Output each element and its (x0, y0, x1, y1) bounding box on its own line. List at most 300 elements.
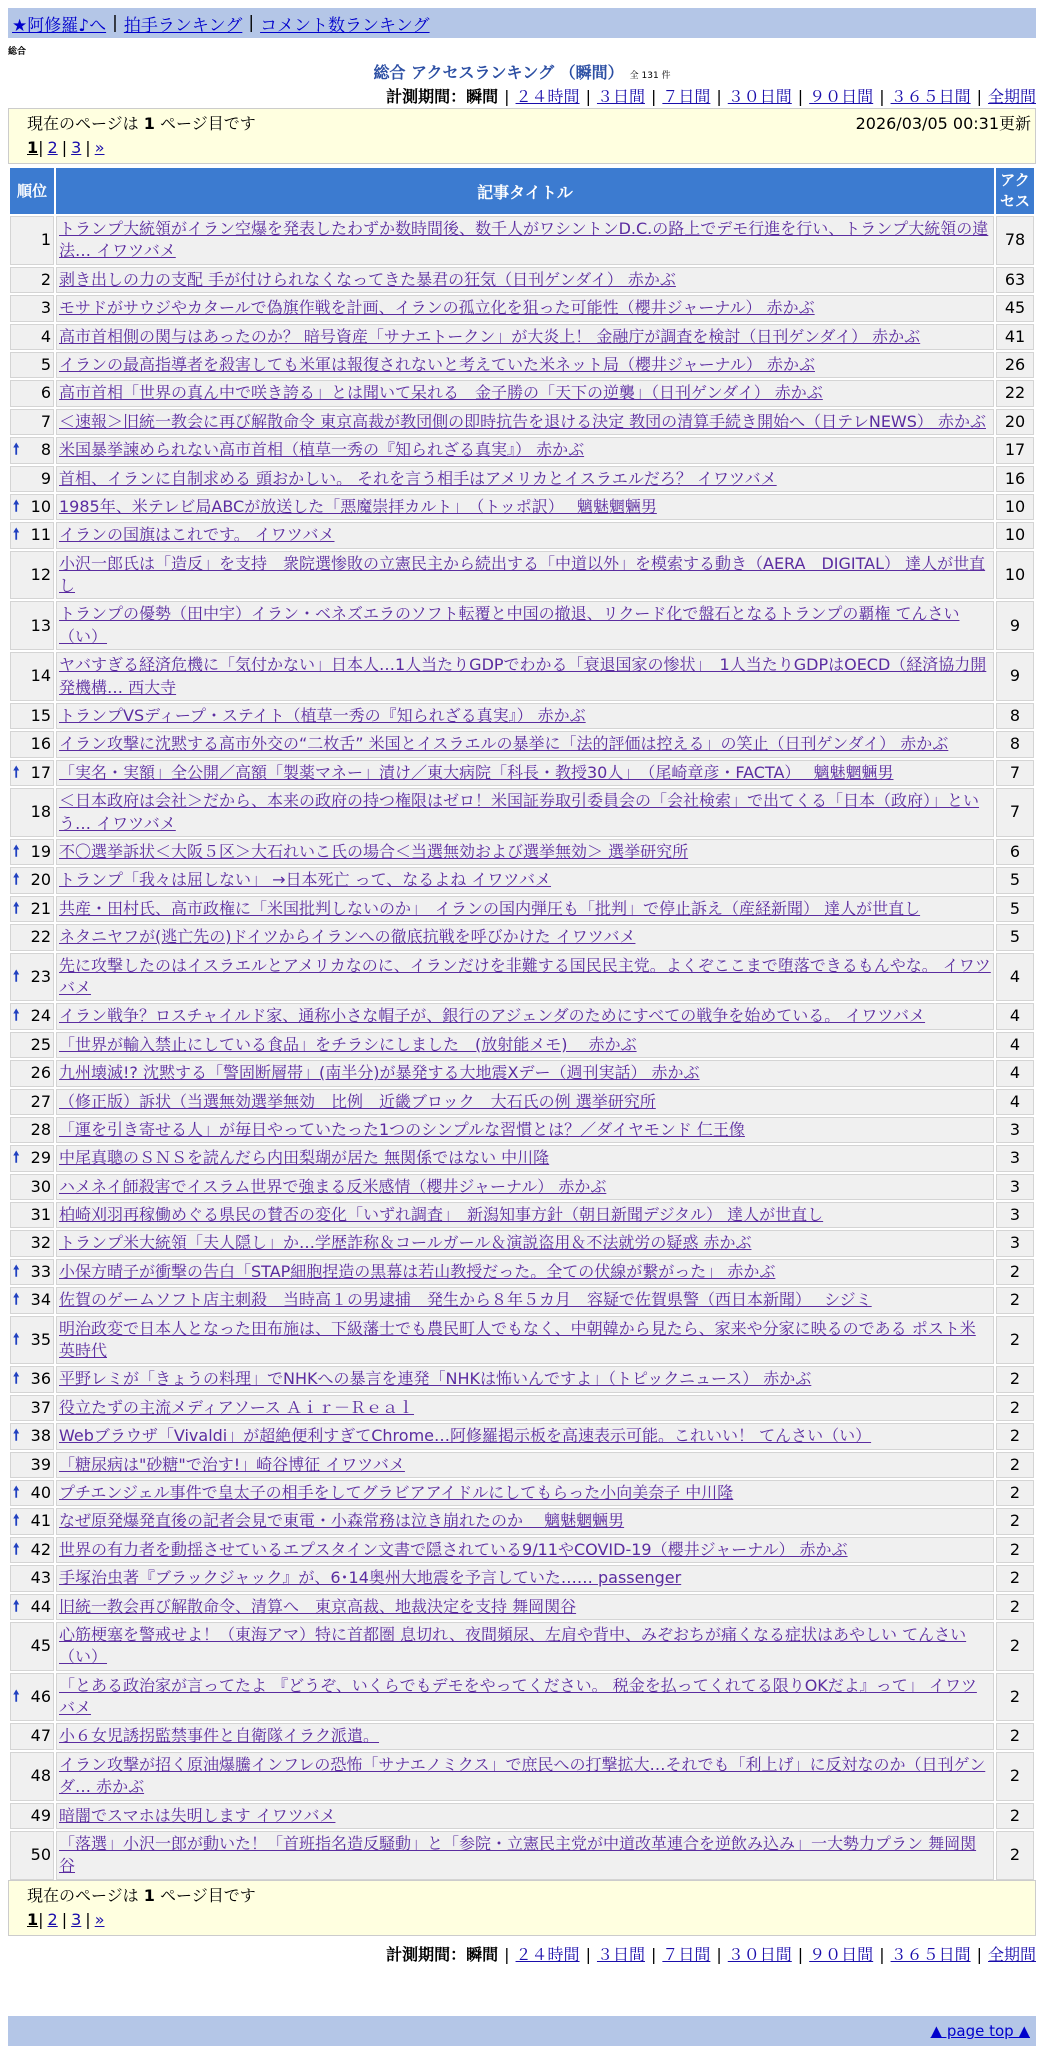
table-row (10, 522, 1034, 548)
page-info-top (8, 108, 1036, 164)
rank-cell (10, 1287, 54, 1313)
rank-number: 39 (30, 1454, 51, 1474)
article-title-link[interactable]: 九州壊滅!? 沈黙する「警固断層帯」(南半分)が暴発する大地震Xデー（週刊実話） 赤かぶ (59, 1063, 700, 1083)
article-title-link[interactable]: 小保方晴子が衝撃の告白「STAP細胞捏造の黒幕は若山教授だった。全ての伏線が繋がった」 赤かぶ (59, 1261, 776, 1281)
title-cell (56, 1622, 994, 1671)
access-count: 7 (996, 760, 1034, 786)
article-title-link[interactable]: Webブラウザ「Vivaldi」が超絶便利すぎてChrome…阿修羅掲示板を高速表示可能。これいい！ てんさい（い） (59, 1426, 872, 1446)
title-cell (56, 1202, 994, 1228)
article-title-link[interactable]: イランの最高指導者を殺害しても米軍は報復されないと考えていた米ネット局（櫻井ジャーナル） 赤かぶ (59, 354, 815, 374)
access-count: 9 (996, 652, 1034, 701)
title-cell (56, 352, 994, 378)
table-row (10, 1174, 1034, 1200)
period-current: 瞬間 (466, 87, 499, 106)
rank-cell (10, 867, 54, 893)
table-row (10, 1594, 1034, 1620)
access-count: 5 (996, 867, 1034, 893)
rank-cell (10, 760, 54, 786)
table-row (10, 953, 1034, 1002)
table-row (10, 896, 1034, 922)
access-count: 7 (996, 788, 1034, 837)
access-count: 2 (996, 1423, 1034, 1449)
period-separator: | (504, 1945, 510, 1964)
current-page-number: 1 (143, 114, 155, 133)
rank-cell (10, 1803, 54, 1829)
rank-number: 21 (30, 898, 51, 918)
rank-cell (10, 1230, 54, 1256)
rank-up-arrow-icon: 🠕 (13, 1511, 20, 1530)
access-count: 4 (996, 1003, 1034, 1029)
period-option-link[interactable]: ７日間 (662, 1945, 711, 1964)
article-title-link[interactable]: 小沢一郎氏は「造反」を支持 衆院選惨敗の立憲民主から続出する「中道以外」を模索する動き（AERA DIGITAL） 達人が世直し (59, 553, 986, 596)
table-row (10, 1622, 1034, 1671)
article-title-link[interactable]: 明治政変で日本人となった田布施は、下級藩士でも農民町人でもなく、中朝韓から見たら、家来や分家に映るのである ポスト米英時代 (59, 1318, 976, 1361)
rank-up-arrow-icon: 🠕 (13, 841, 20, 860)
rank-cell (10, 1202, 54, 1228)
title-cell (56, 953, 994, 1002)
access-count: 3 (996, 1230, 1034, 1256)
table-row (10, 1366, 1034, 1392)
pagination-link[interactable]: 3 (71, 138, 82, 157)
rank-cell (10, 703, 54, 729)
access-count: 78 (996, 216, 1034, 265)
rank-up-arrow-icon: 🠕 (13, 525, 20, 544)
article-title-link[interactable]: 不〇選挙訴状＜大阪５区＞大石れいこ氏の場合＜当選無効および選挙無効＞ 選挙研究所 (59, 841, 689, 861)
access-count: 2 (996, 1752, 1034, 1801)
title-cell (56, 1594, 994, 1620)
rank-number: 4 (40, 326, 51, 346)
period-option-link[interactable]: ２４時間 (515, 1945, 580, 1964)
article-title-link[interactable]: 首相、イランに自制求める 頭おかしい。 それを言う相手はアメリカとイスラエルだろ？ イワツバメ (59, 468, 777, 488)
access-count: 2 (996, 1723, 1034, 1749)
rank-cell (10, 1673, 54, 1722)
table-row (10, 551, 1034, 600)
access-count: 2 (996, 1452, 1034, 1478)
title-cell (56, 437, 994, 463)
table-row (10, 1723, 1034, 1749)
nav-link-clap-ranking[interactable]: 拍手ランキング (123, 15, 243, 36)
title-cell (56, 601, 994, 650)
title-cell (56, 1316, 994, 1365)
table-row (10, 839, 1034, 865)
table-row (10, 1060, 1034, 1086)
access-count: 8 (996, 703, 1034, 729)
period-current: 瞬間 (466, 1945, 499, 1964)
rank-number: 12 (30, 564, 51, 584)
rank-number: 10 (30, 496, 51, 516)
page-title-text: 総合 アクセスランキング （瞬間） (373, 63, 624, 82)
title-cell (56, 1452, 994, 1478)
period-option-link[interactable]: 全期間 (987, 87, 1036, 106)
rank-number: 15 (30, 706, 51, 726)
title-cell (56, 1537, 994, 1563)
current-page-prefix: 現在のページは (27, 114, 144, 133)
rank-up-arrow-icon: 🠕 (13, 1329, 20, 1348)
article-title-link[interactable]: 剥き出しの力の支配 手が付けられなくなってきた暴君の狂気（日刊ゲンダイ） 赤かぶ (59, 269, 676, 289)
pagination-separator: | (85, 1910, 91, 1929)
period-option-link[interactable]: ３０日間 (727, 87, 792, 106)
article-title-link[interactable]: 「落選」小沢一郎が動いた！「首班指名造反騒動」と「参院・立憲民主党が中道改革連合を逆飲み込み」一大勢力プラン 舞岡関谷 (59, 1834, 977, 1876)
rank-number: 9 (40, 468, 51, 488)
period-option-link[interactable]: ３日間 (596, 87, 645, 106)
access-count: 3 (996, 1202, 1034, 1228)
top-nav-bar (8, 8, 1036, 38)
article-title-link[interactable]: 役立たずの主流メディアソース Ａｉｒ－Ｒｅａｌ (59, 1397, 415, 1417)
rank-cell (10, 652, 54, 701)
article-title-link[interactable]: ネタニヤフが(逃亡先の)ドイツからイランへの徹底抗戦を呼びかけた イワツバメ (59, 927, 636, 947)
article-title-link[interactable]: イラン戦争？ロスチャイルド家、通称小さな帽子が、銀行のアジェンダのためにすべての戦争を始めている。 イワツバメ (59, 1006, 926, 1026)
rank-up-arrow-icon: 🠕 (13, 1369, 20, 1388)
rank-number: 3 (40, 298, 51, 318)
period-separator: | (504, 87, 510, 106)
rank-cell (10, 1480, 54, 1506)
access-count: 6 (996, 839, 1034, 865)
table-row (10, 216, 1034, 265)
pagination-separator: | (38, 138, 44, 157)
table-row (10, 1145, 1034, 1171)
table-row (10, 924, 1034, 950)
rank-number: 38 (30, 1426, 51, 1446)
period-option-link[interactable]: 全期間 (987, 1945, 1036, 1964)
period-option-link[interactable]: ７日間 (662, 87, 711, 106)
rank-cell (10, 1395, 54, 1421)
rank-number: 32 (30, 1233, 51, 1253)
access-count: 2 (996, 1803, 1034, 1829)
article-title-link[interactable]: イラン攻撃が招く原油爆騰インフレの恐怖「サナエノミクス」で庶民への打撃拡大…それでも「利上げ」に反対なのか（日刊ゲンダ… 赤かぶ (59, 1754, 986, 1797)
current-page-text (27, 1883, 256, 1906)
rank-cell (10, 267, 54, 293)
nav-link-comment-ranking[interactable]: コメント数ランキング (260, 15, 430, 36)
access-count: 17 (996, 437, 1034, 463)
article-title-link[interactable]: トランプ「我々は屈しない」 →日本死亡 って、なるよね イワツバメ (59, 870, 552, 890)
article-title-link[interactable]: ＜速報＞旧統一教会に再び解散命令 東京高裁が教団側の即時抗告を退ける決定 教団の清算手続き開始へ（日テレNEWS） 赤かぶ (59, 411, 986, 431)
rank-number: 36 (30, 1369, 51, 1389)
rank-cell (10, 295, 54, 321)
title-cell (56, 1752, 994, 1801)
table-row (10, 1537, 1034, 1563)
rank-number: 44 (30, 1596, 51, 1616)
rank-number: 11 (30, 525, 51, 545)
article-title-link[interactable]: ＜日本政府は会社＞だから、本来の政府の持つ権限はゼロ！米国証券取引委員会の「会社検索」で出てくる「日本（政府）」という… イワツバメ (59, 791, 980, 833)
table-header-row (10, 168, 1034, 214)
rank-up-arrow-icon: 🠕 (13, 1148, 20, 1167)
table-row (10, 1202, 1034, 1228)
title-cell (56, 731, 994, 757)
rank-number: 17 (30, 762, 51, 782)
access-count: 26 (996, 352, 1034, 378)
period-option-link[interactable]: ９０日間 (809, 1945, 874, 1964)
article-title-link[interactable]: プチエンジェル事件で皇太子の相手をしてグラビアアイドルにしてもらった小向美奈子 中川隆 (59, 1482, 734, 1502)
title-cell (56, 494, 994, 520)
rank-cell (10, 839, 54, 865)
table-row (10, 652, 1034, 701)
header-rank (10, 168, 54, 214)
access-count: 41 (996, 324, 1034, 350)
rank-number: 22 (30, 927, 51, 947)
rank-cell (10, 924, 54, 950)
period-separator: | (879, 87, 885, 106)
article-title-link[interactable]: イラン攻撃に沈黙する高市外交の“二枚舌” 米国とイスラエルの暴挙に「法的評価は控える」の笑止（日刊ゲンダイ） 赤かぶ (59, 734, 949, 754)
article-title-link[interactable]: イランの国旗はこれです。 イワツバメ (59, 525, 335, 545)
period-label: 計測期間： (386, 1945, 467, 1964)
period-option-link[interactable]: ２４時間 (515, 87, 580, 106)
rank-cell (10, 1423, 54, 1449)
access-count: 20 (996, 409, 1034, 435)
period-separator: | (585, 1945, 591, 1964)
article-title-link[interactable]: 米国暴挙諫められない高市首相（植草一秀の『知られざる真実』） 赤かぶ (59, 440, 585, 460)
access-count: 10 (996, 551, 1034, 600)
title-cell (56, 1089, 994, 1115)
rank-up-arrow-icon: 🠕 (13, 1006, 20, 1025)
article-title-link[interactable]: トランプの優勢（田中宇）イラン・ベネズエラのソフト転覆と中国の撤退、リクード化で盤石となるトランプの覇権 てんさい（い） (59, 604, 960, 646)
table-row (10, 1089, 1034, 1115)
current-page-number: 1 (143, 1886, 155, 1905)
pagination-link[interactable]: 2 (47, 1910, 58, 1929)
period-option-link[interactable]: ３日間 (596, 1945, 645, 1964)
access-count: 2 (996, 1395, 1034, 1421)
period-separator: | (976, 1945, 982, 1964)
table-row (10, 380, 1034, 406)
article-title-link[interactable]: モサドがサウジやカタールで偽旗作戦を計画、イランの孤立化を狙った可能性（櫻井ジャーナル） 赤かぶ (59, 298, 815, 318)
pagination-link[interactable]: » (94, 1910, 105, 1929)
pagination (27, 138, 108, 157)
rank-cell (10, 1089, 54, 1115)
rank-cell (10, 1831, 54, 1880)
period-option-link[interactable]: ３６５日間 (890, 1945, 971, 1964)
title-cell (56, 1032, 994, 1058)
rank-number: 19 (30, 841, 51, 861)
footer-bar (8, 2016, 1036, 2046)
article-title-link[interactable]: 高市首相「世界の真ん中で咲き誇る」とは聞いて呆れる 金子勝の「天下の逆襲」（日刊ゲンダイ） 赤かぶ (59, 383, 823, 403)
pagination-link[interactable]: » (94, 138, 105, 157)
rank-number: 20 (30, 870, 51, 890)
access-count: 2 (996, 1622, 1034, 1671)
title-cell (56, 216, 994, 265)
title-cell (56, 924, 994, 950)
table-row (10, 1831, 1034, 1880)
table-row (10, 601, 1034, 650)
period-option-link[interactable]: ３６５日間 (890, 87, 971, 106)
period-option-link[interactable]: ９０日間 (809, 87, 874, 106)
rank-number: 27 (30, 1091, 51, 1111)
rank-number: 29 (30, 1148, 51, 1168)
rank-number: 43 (30, 1568, 51, 1588)
table-row (10, 1287, 1034, 1313)
rank-up-arrow-icon: 🠕 (13, 1426, 20, 1445)
table-row (10, 760, 1034, 786)
article-title-link[interactable]: 心筋梗塞を警戒せよ！（東海アマ）特に首都圏 息切れ、夜間頻尿、左肩や背中、みぞおちが痛くなる症状はあやしい てんさい（い） (59, 1624, 967, 1667)
rank-cell (10, 601, 54, 650)
table-row (10, 1803, 1034, 1829)
rank-cell (10, 731, 54, 757)
period-selector-bottom (386, 1942, 1036, 1965)
article-title-link[interactable]: 佐賀のゲームソフト店主刺殺 当時高１の男逮捕 発生から８年５カ月 容疑で佐賀県警（西日本新聞） シジミ (59, 1290, 872, 1310)
article-title-link[interactable]: 先に攻撃したのはイスラエルとアメリカなのに、イランだけを非難する国民民主党。よくぞここまで堕落できるもんやな。 イワツバメ (59, 955, 991, 997)
period-selector-top (386, 84, 1036, 107)
rank-number: 40 (30, 1482, 51, 1502)
access-count: 2 (996, 1594, 1034, 1620)
article-title-link[interactable]: 暗闇でスマホは失明します イワツバメ (59, 1805, 336, 1825)
title-cell (56, 1508, 994, 1534)
rank-number: 33 (30, 1261, 51, 1281)
rank-number: 41 (30, 1511, 51, 1531)
title-cell (56, 1230, 994, 1256)
pagination-link[interactable]: 3 (71, 1910, 82, 1929)
title-cell (56, 760, 994, 786)
rank-cell (10, 1366, 54, 1392)
article-title-link[interactable]: トランプ米大統領「夫人隠し」か…学歴詐称＆コールガール＆演説盗用＆不法就労の疑惑 赤かぶ (59, 1233, 752, 1253)
pagination-link[interactable]: 2 (47, 138, 58, 157)
table-row (10, 1452, 1034, 1478)
rank-number: 5 (40, 354, 51, 374)
title-cell (56, 522, 994, 548)
article-title-link[interactable]: 「世界が輸入禁止にしている食品」をチラシにしました (放射能メモ) 赤かぶ (59, 1034, 637, 1054)
period-separator: | (716, 87, 722, 106)
rank-number: 30 (30, 1176, 51, 1196)
access-count: 22 (996, 380, 1034, 406)
title-cell (56, 1423, 994, 1449)
title-cell (56, 652, 994, 701)
title-cell (56, 1003, 994, 1029)
table-row (10, 1423, 1034, 1449)
table-row (10, 437, 1034, 463)
rank-number: 34 (30, 1290, 51, 1310)
pagination-separator: | (61, 138, 68, 157)
article-title-link[interactable]: トランプ大統領がイラン空爆を発表したわずか数時間後、数千人がワシントンD.C.の路上でデモ行進を行い、トランプ大統領の違法… イワツバメ (59, 219, 989, 261)
article-title-link[interactable]: なぜ原発爆発直後の記者会見で東電・小森常務は泣き崩れたのか 魑魅魍魎男 (59, 1511, 625, 1531)
rank-number: 26 (30, 1063, 51, 1083)
table-row (10, 1259, 1034, 1285)
title-cell (56, 1480, 994, 1506)
access-count: 3 (996, 1174, 1034, 1200)
article-title-link[interactable]: トランプVSディープ・ステイト（植草一秀の『知られざる真実』） 赤かぶ (59, 706, 586, 726)
rank-up-arrow-icon: 🠕 (13, 1482, 20, 1501)
rank-number: 13 (30, 615, 51, 635)
access-count: 2 (996, 1316, 1034, 1365)
title-cell (56, 839, 994, 865)
table-row (10, 352, 1034, 378)
article-title-link[interactable]: 共産・田村氏、高市政権に「米国批判しないのか」 イランの国内弾圧も「批判」で停止訴え（産経新聞） 達人が世直し (59, 898, 921, 918)
rank-up-arrow-icon: 🠕 (13, 1261, 20, 1280)
access-count: 4 (996, 1032, 1034, 1058)
rank-up-arrow-icon: 🠕 (13, 870, 20, 889)
nav-link-asyura[interactable]: ★阿修羅♪へ (12, 15, 107, 36)
article-title-link[interactable]: 1985年、米テレビ局ABCが放送した「悪魔崇拝カルト」 （トッポ訳） 魑魅魍魎男 (59, 496, 657, 516)
current-page-suffix: ページ目です (154, 1886, 256, 1905)
header-rank-text: 順位 (16, 181, 47, 200)
article-title-link[interactable]: 「実名・実額」全公開／高額「製薬マネー」漬け／東大病院「科長・教授30人」 （尾崎章彦・FACTA） 魑魅魍魎男 (59, 762, 894, 782)
title-cell (56, 267, 994, 293)
rank-number: 35 (30, 1329, 51, 1349)
period-separator: | (650, 87, 657, 106)
current-page-text (27, 111, 256, 134)
header-access (996, 168, 1034, 214)
rank-up-arrow-icon: 🠕 (13, 762, 20, 781)
access-count: 4 (996, 953, 1034, 1002)
table-row (10, 1316, 1034, 1365)
period-option-link[interactable]: ３０日間 (727, 1945, 792, 1964)
access-count: 8 (996, 731, 1034, 757)
rank-number: 42 (30, 1539, 51, 1559)
article-title-link[interactable]: 「糖尿病は"砂糖"で治す!」崎谷博征 イワツバメ (59, 1454, 405, 1474)
access-count: 3 (996, 1117, 1034, 1143)
rank-number: 48 (30, 1766, 51, 1786)
rank-cell (10, 1060, 54, 1086)
rank-number: 6 (40, 383, 51, 403)
rank-cell (10, 1316, 54, 1365)
ranking-table-body (10, 216, 1034, 1880)
access-count: 2 (996, 1673, 1034, 1722)
title-cell (56, 409, 994, 435)
page-title (0, 60, 1044, 83)
access-count: 5 (996, 924, 1034, 950)
rank-up-arrow-icon: 🠕 (13, 440, 20, 459)
access-count: 4 (996, 1089, 1034, 1115)
title-cell (56, 1259, 994, 1285)
title-cell (56, 324, 994, 350)
table-row (10, 324, 1034, 350)
article-title-link[interactable]: 小６女児誘拐監禁事件と自衛隊イラク派遣。 (59, 1726, 380, 1746)
article-title-link[interactable]: （修正版）訴状（当選無効選挙無効 比例 近畿ブロック 大石氏の例 選挙研究所 (59, 1091, 656, 1111)
header-title: 記事タイトル (56, 168, 994, 214)
article-title-link[interactable]: 旧統一教会再び解散命令、清算へ 東京高裁、地裁決定を支持 舞岡関谷 (59, 1596, 577, 1616)
article-title-link[interactable]: 手塚治虫著『ブラックジャック』が、6･14奥州大地震を予言していた…… passenger (59, 1568, 682, 1588)
access-count: 2 (996, 1508, 1034, 1534)
article-title-link[interactable]: ハメネイ師殺害でイスラム世界で強まる反米感情（櫻井ジャーナル） 赤かぶ (59, 1176, 607, 1196)
article-title-link[interactable]: 柏崎刈羽再稼働めぐる県民の賛否の変化「いずれ調査」 新潟知事方針（朝日新聞デジタル） 達人が世直し (59, 1205, 824, 1225)
table-row (10, 409, 1034, 435)
rank-cell (10, 1594, 54, 1620)
table-row (10, 466, 1034, 492)
total-count: 全 131 件 (629, 71, 671, 81)
rank-up-arrow-icon: 🠕 (13, 1290, 20, 1309)
header-access-text: アクセス (999, 171, 1030, 210)
ranking-table (8, 166, 1036, 1882)
access-count: 10 (996, 522, 1034, 548)
article-title-link[interactable]: 「とある政治家が言ってたよ 『どうぞ、いくらでもデモをやってください。 税金を払ってくれてる限りOKだよ』って」 イワツバメ (59, 1675, 977, 1718)
rank-number: 46 (30, 1686, 51, 1706)
rank-up-arrow-icon: 🠕 (13, 1686, 20, 1705)
article-title-link[interactable]: 中尾真聰のＳＮＳを読んだら内田梨瑚が居た 無関係ではない 中川隆 (59, 1148, 550, 1168)
table-row (10, 1673, 1034, 1722)
access-count: 5 (996, 896, 1034, 922)
table-row (10, 1230, 1034, 1256)
article-title-link[interactable]: 平野レミが「きょうの料理」でNHKへの暴言を連発「NHKは怖いんですよ」（トピックニュース） 赤かぶ (59, 1369, 812, 1389)
rank-cell (10, 409, 54, 435)
rank-up-arrow-icon: 🠕 (13, 496, 20, 515)
rank-up-arrow-icon: 🠕 (13, 1539, 20, 1558)
rank-up-arrow-icon: 🠕 (13, 898, 20, 917)
pagination-current: 1 (27, 138, 39, 157)
access-count: 2 (996, 1537, 1034, 1563)
title-cell (56, 1287, 994, 1313)
article-title-link[interactable]: 世界の有力者を動揺させているエプスタイン文書で隠されている9/11やCOVID-19（櫻井ジャーナル） 赤かぶ (59, 1539, 848, 1559)
title-cell (56, 1117, 994, 1143)
table-row (10, 867, 1034, 893)
table-row (10, 1752, 1034, 1801)
article-title-link[interactable]: ヤバすぎる経済危機に「気付かない」日本人…1人当たりGDPでわかる「衰退国家の惨状」 1人当たりGDPはOECD（経済協力開発機構… 西大寺 (59, 655, 987, 697)
access-count: 2 (996, 1565, 1034, 1591)
page-top-link[interactable]: ▲ page top ▲ (930, 2022, 1030, 2040)
table-row (10, 295, 1034, 321)
table-row (10, 788, 1034, 837)
article-title-link[interactable]: 高市首相側の関与はあったのか？ 暗号資産「サナエトークン」が大炎上！ 金融庁が調査を検討（日刊ゲンダイ） 赤かぶ (59, 326, 921, 346)
access-count: 2 (996, 1831, 1034, 1880)
title-cell (56, 1366, 994, 1392)
article-title-link[interactable]: 「運を引き寄せる人」が毎日やっていたった1つのシンプルな習慣とは？／ダイヤモンド 仁王像 (59, 1119, 745, 1139)
rank-number: 28 (30, 1119, 51, 1139)
table-row (10, 731, 1034, 757)
